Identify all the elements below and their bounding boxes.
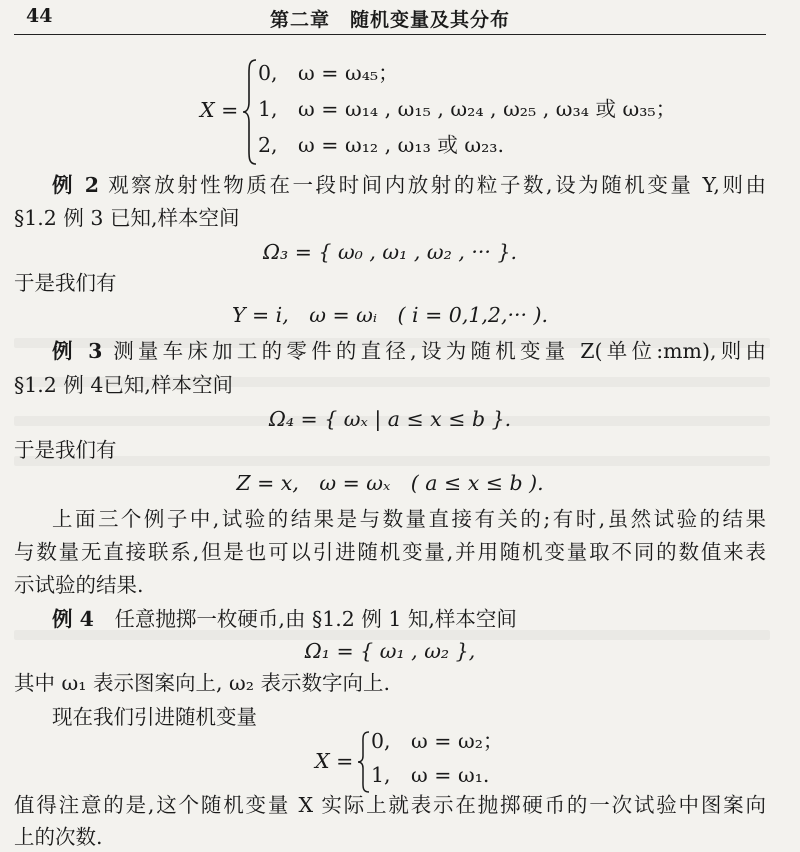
case-row: 2, ω = ω₁₂ , ω₁₃ 或 ω₂₃. [258,133,505,157]
piecewise-lhs: X = [200,98,239,122]
formula-sample-space-4: Ω₄ = { ωₓ | a ≤ x ≤ b }. [268,407,512,431]
example-4-line-2: 其中 ω₁ 表示图案向上, ω₂ 表示数字向上. [14,671,390,695]
example-3-line-3: 于是我们有 [14,438,117,462]
piecewise-lhs: X = [315,749,354,773]
left-brace [242,58,258,166]
example-2-line-3: 于是我们有 [14,271,117,295]
case-row: 1, ω = ω₁₄ , ω₁₅ , ω₂₄ , ω₂₅ , ω₃₄ 或 ω₃₅； [258,97,677,121]
example-label: 例 3 [52,339,103,363]
example-text: 任意抛掷一枚硬币,由 §1.2 例 1 知,样本空间 [114,607,517,631]
closing-line-2: 上的次数. [14,825,103,849]
formula-sample-space-3: Ω₃ = { ω₀ , ω₁ , ω₂ , ··· }. [262,240,518,264]
case-row: 0, ω = ω₄₅； [258,61,399,85]
example-2-line-1 [14,170,766,200]
formula-z-def: Z = x, ω = ωₓ ( a ≤ x ≤ b ). [236,471,544,495]
example-text: 观察放射性物质在一段时间内放射的粒子数,设为随机变量 Y,则由 [108,173,766,197]
page-number: 44 [26,5,53,27]
example-4-line-3: 现在我们引进随机变量 [52,705,257,729]
formula-sample-space-1: Ω₁ = { ω₁ , ω₂ }, [304,639,476,663]
example-4-line-1 [14,604,766,634]
paragraph-line-3: 示试验的结果. [14,573,144,597]
formula-y-def: Y = i, ω = ωᵢ ( i = 0,1,2,··· ). [231,303,549,327]
example-text: 测量车床加工的零件的直径,设为随机变量 Z(单位:mm),则由 [113,339,766,363]
example-label: 例 4 [52,607,94,631]
closing-line-1: 值得注意的是,这个随机变量 X 实际上就表示在抛掷硬币的一次试验中图案向 [14,793,766,817]
example-3-line-1 [14,336,766,366]
paragraph-line-2: 与数量无直接联系,但是也可以引进随机变量,并用随机变量取不同的数值来表 [14,540,766,564]
case-row: 0, ω = ω₂； [371,729,504,753]
paragraph-line-1: 上面三个例子中,试验的结果是与数量直接有关的;有时,虽然试验的结果 [52,507,766,531]
case-row: 1, ω = ω₁. [371,763,490,787]
left-brace [357,730,371,794]
example-3-line-2: §1.2 例 4已知,样本空间 [14,373,233,397]
page-header [14,2,766,35]
example-2-line-2: §1.2 例 3 已知,样本空间 [14,206,240,230]
example-label: 例 2 [52,173,100,197]
chapter-title: 第二章 随机变量及其分布 [269,9,510,31]
